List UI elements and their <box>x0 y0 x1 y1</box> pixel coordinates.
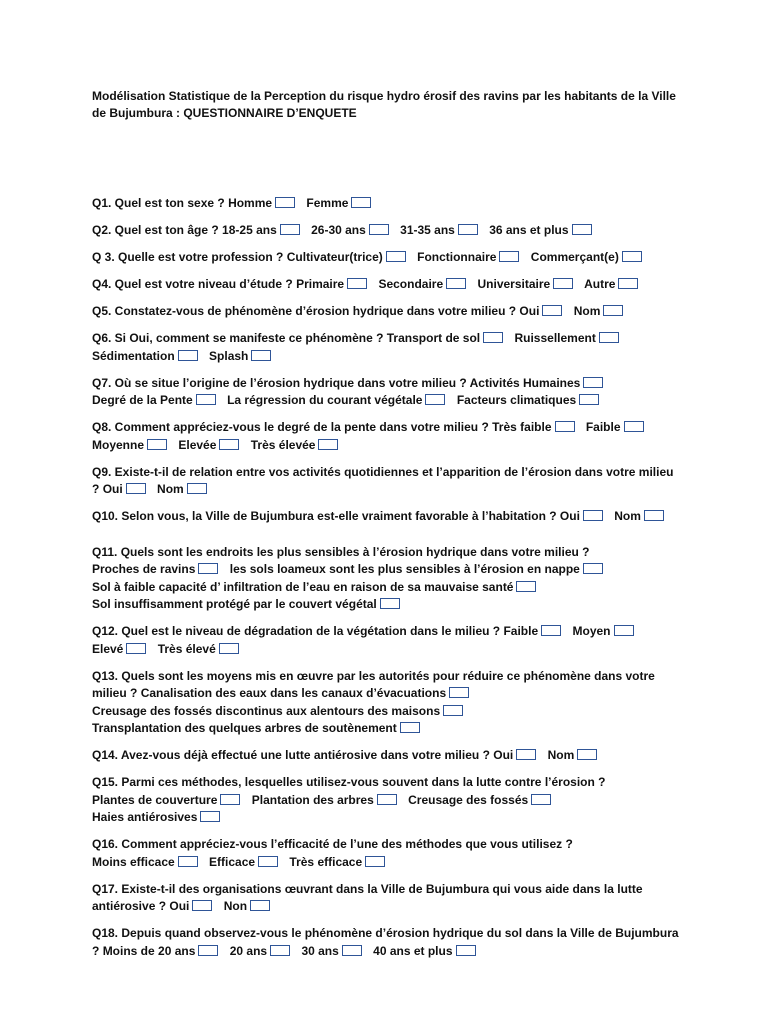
option-label: Facteurs climatiques <box>456 393 577 407</box>
answer-option[interactable] <box>417 250 527 264</box>
answer-checkbox[interactable] <box>583 510 603 521</box>
option-label: Primaire <box>296 277 345 291</box>
answer-checkbox[interactable] <box>147 439 167 450</box>
option-label: Universitaire <box>477 277 551 291</box>
option-label: Creusage des fossés <box>408 792 529 807</box>
answer-option[interactable] <box>378 277 474 291</box>
option-label: Nom <box>157 482 184 496</box>
answer-checkbox[interactable] <box>449 687 469 698</box>
answer-option[interactable] <box>311 223 397 237</box>
answer-option[interactable] <box>227 393 453 407</box>
option-label: Moyenne <box>92 437 145 452</box>
answer-option[interactable] <box>178 438 247 452</box>
question-text: Q7. Où se situe l’origine de l’érosion hydrique dans votre milieu ? <box>92 375 467 390</box>
answer-option[interactable] <box>289 855 393 869</box>
option-label: Sol insuffisamment protégé par le couvert végétal <box>92 597 377 611</box>
answer-checkbox[interactable] <box>200 811 220 822</box>
answer-option[interactable] <box>92 793 248 807</box>
answer-option[interactable] <box>92 597 408 611</box>
question-text: Q9. Existe-t-il de relation entre vos activités quotidiennes et l’apparition de l’érosion dans votre milieu ? <box>92 464 674 496</box>
answer-option[interactable] <box>103 482 154 496</box>
question-13 <box>92 668 680 738</box>
option-label: Oui <box>169 899 190 913</box>
answer-option[interactable] <box>514 331 626 345</box>
option-label: Creusage des fossés discontinus aux alentours des maisons <box>92 703 441 718</box>
answer-checkbox[interactable] <box>365 856 385 867</box>
option-label: Elevé <box>92 641 124 656</box>
question-text: Q10. Selon vous, la Ville de Bujumbura est-elle vraiment favorable à l’habitation ? <box>92 509 557 523</box>
answer-option[interactable] <box>228 196 303 210</box>
answer-checkbox[interactable] <box>187 483 207 494</box>
answer-option[interactable] <box>103 944 227 958</box>
answer-checkbox[interactable] <box>270 945 290 956</box>
question-text: Q12. Quel est le niveau de dégradation de la végétation dans le milieu ? <box>92 624 501 638</box>
question-15 <box>92 774 680 827</box>
question-8 <box>92 419 680 454</box>
question-text: Q6. Si Oui, comment se manifeste ce phénomène ? <box>92 331 384 345</box>
option-label: Moins de 20 ans <box>102 943 196 958</box>
option-label: Femme <box>306 196 349 210</box>
answer-checkbox[interactable] <box>318 439 338 450</box>
question-18 <box>92 925 680 960</box>
answer-option[interactable] <box>301 944 369 958</box>
answer-option[interactable] <box>92 704 471 718</box>
answer-checkbox[interactable] <box>178 350 198 361</box>
option-label: 20 ans <box>229 943 268 958</box>
answer-checkbox[interactable] <box>555 421 575 432</box>
option-label: Elevée <box>178 437 217 452</box>
document-title: Modélisation Statistique de la Perception du risque hydro érosif des ravins par les habitants de la Ville de Bujumbura : QUESTIONNAIRE D’ENQUETE <box>92 89 676 120</box>
answer-option[interactable] <box>287 250 414 264</box>
option-label: Très faible <box>492 420 552 434</box>
question-14 <box>92 747 680 765</box>
option-label: Commerçant(e) <box>530 250 619 264</box>
answer-option[interactable] <box>157 482 215 496</box>
answer-checkbox[interactable] <box>386 251 406 262</box>
option-label: Splash <box>209 348 249 363</box>
answer-checkbox[interactable] <box>258 856 278 867</box>
answer-checkbox[interactable] <box>531 794 551 805</box>
answer-checkbox[interactable] <box>178 856 198 867</box>
option-label: Très élevée <box>250 437 316 452</box>
question-text: Q2. Quel est ton âge ? <box>92 223 219 237</box>
answer-option[interactable] <box>230 562 611 576</box>
option-label: les sols loameux sont les plus sensibles à l’érosion en nappe <box>229 562 580 576</box>
answer-checkbox[interactable] <box>351 197 371 208</box>
answer-checkbox[interactable] <box>196 394 216 405</box>
answer-option[interactable] <box>252 793 405 807</box>
answer-option[interactable] <box>251 438 347 452</box>
answer-option[interactable] <box>477 277 581 291</box>
answer-option[interactable] <box>489 223 599 237</box>
option-label: Oui <box>519 304 540 318</box>
question-text: Q14. Avez-vous déjà effectué une lutte antiérosive dans votre milieu ? <box>92 748 490 762</box>
option-label: Nom <box>614 509 641 523</box>
answer-option[interactable] <box>158 642 247 656</box>
answer-checkbox[interactable] <box>425 394 445 405</box>
question-9 <box>92 464 680 499</box>
option-label: 31-35 ans <box>400 223 455 237</box>
answer-option[interactable] <box>531 250 650 264</box>
answer-checkbox[interactable] <box>126 643 146 654</box>
question-2 <box>92 222 680 240</box>
question-text: Q5. Constatez-vous de phénomène d’érosion hydrique dans votre milieu ? <box>92 304 517 318</box>
answer-checkbox[interactable] <box>542 305 562 316</box>
answer-checkbox[interactable] <box>198 945 218 956</box>
answer-checkbox[interactable] <box>377 794 397 805</box>
answer-option[interactable] <box>614 509 672 523</box>
answer-checkbox[interactable] <box>380 598 400 609</box>
answer-option[interactable] <box>92 642 154 656</box>
answer-option[interactable] <box>560 509 611 523</box>
option-label: Transport de sol <box>386 331 481 345</box>
question-7 <box>92 375 680 410</box>
answer-checkbox[interactable] <box>599 332 619 343</box>
answer-option[interactable] <box>92 349 206 363</box>
question-12 <box>92 623 680 658</box>
answer-option[interactable] <box>92 721 428 735</box>
answer-checkbox[interactable] <box>583 563 603 574</box>
answer-option[interactable] <box>574 304 632 318</box>
question-text: Q 3. Quelle est votre profession ? <box>92 250 284 264</box>
option-label: Activités Humaines <box>469 375 581 390</box>
question-list <box>92 195 680 960</box>
question-text: Q11. Quels sont les endroits les plus sensibles à l’érosion hydrique dans votre milieu ? <box>92 544 590 559</box>
answer-checkbox[interactable] <box>541 625 561 636</box>
option-label: Moyen <box>572 624 611 638</box>
answer-checkbox[interactable] <box>644 510 664 521</box>
question-3 <box>92 249 680 267</box>
option-label: 26-30 ans <box>311 223 366 237</box>
option-label: Très élevé <box>157 641 216 656</box>
option-label: Proches de ravins <box>92 562 196 576</box>
question-4 <box>92 276 680 294</box>
answer-checkbox[interactable] <box>624 421 644 432</box>
option-label: Secondaire <box>378 277 444 291</box>
answer-checkbox[interactable] <box>603 305 623 316</box>
answer-checkbox[interactable] <box>250 900 270 911</box>
answer-option[interactable] <box>92 580 544 594</box>
answer-checkbox[interactable] <box>220 794 240 805</box>
answer-checkbox[interactable] <box>458 224 478 235</box>
answer-checkbox[interactable] <box>443 705 463 716</box>
option-label: 36 ans et plus <box>489 223 569 237</box>
question-10 <box>92 508 680 526</box>
answer-option[interactable] <box>387 331 511 345</box>
answer-option[interactable] <box>584 277 646 291</box>
answer-checkbox[interactable] <box>251 350 271 361</box>
answer-option[interactable] <box>573 624 642 638</box>
option-label: Fonctionnaire <box>417 250 497 264</box>
answer-option[interactable] <box>230 944 298 958</box>
option-label: 40 ans et plus <box>373 943 453 958</box>
answer-checkbox[interactable] <box>369 224 389 235</box>
answer-option[interactable] <box>222 223 308 237</box>
answer-option[interactable] <box>457 393 607 407</box>
option-label: Non <box>223 899 248 913</box>
answer-option[interactable] <box>92 562 226 576</box>
answer-checkbox[interactable] <box>483 332 503 343</box>
question-5 <box>92 303 680 321</box>
option-label: Oui <box>493 748 514 762</box>
answer-checkbox[interactable] <box>583 377 603 388</box>
answer-checkbox[interactable] <box>275 197 295 208</box>
answer-option[interactable] <box>92 810 228 824</box>
answer-option[interactable] <box>92 438 175 452</box>
answer-checkbox[interactable] <box>192 900 212 911</box>
answer-checkbox[interactable] <box>280 224 300 235</box>
question-text: Q16. Comment appréciez-vous l’efficacité de l’une des méthodes que vous utilisez ? <box>92 837 573 851</box>
answer-option[interactable] <box>408 793 559 807</box>
answer-option[interactable] <box>169 899 220 913</box>
answer-checkbox[interactable] <box>579 394 599 405</box>
question-17 <box>92 881 680 916</box>
answer-option[interactable] <box>470 376 612 390</box>
question-text: Q17. Existe-t-il des organisations œuvrant dans la Ville de Bujumbura qui vous aide dans la lutte antiérosive ? <box>92 881 643 913</box>
answer-option[interactable] <box>92 855 206 869</box>
option-label: Plantes de couverture <box>92 792 218 807</box>
answer-checkbox[interactable] <box>577 749 597 760</box>
answer-checkbox[interactable] <box>553 278 573 289</box>
option-label: Ruissellement <box>514 331 596 345</box>
answer-option[interactable] <box>209 855 286 869</box>
answer-checkbox[interactable] <box>446 278 466 289</box>
option-label: Efficace <box>209 854 256 869</box>
option-label: Oui <box>559 509 580 523</box>
answer-option[interactable] <box>519 304 570 318</box>
answer-option[interactable] <box>224 899 278 913</box>
question-text: Q15. Parmi ces méthodes, lesquelles utilisez-vous souvent dans la lutte contre l’érosion ? <box>92 775 606 789</box>
answer-option[interactable] <box>586 420 652 434</box>
question-text: Q8. Comment appréciez-vous le degré de la pente dans votre milieu ? <box>92 420 489 434</box>
option-label: Degré de la Pente <box>92 393 193 407</box>
answer-checkbox[interactable] <box>622 251 642 262</box>
answer-checkbox[interactable] <box>516 749 536 760</box>
question-text: Q18. Depuis quand observez-vous le phénomène d’érosion hydrique du sol dans la Ville de Bujumbura ? <box>92 926 679 958</box>
option-label: Très efficace <box>289 854 363 869</box>
answer-checkbox[interactable] <box>572 224 592 235</box>
answer-option[interactable] <box>400 223 486 237</box>
option-label: Plantation des arbres <box>251 792 374 807</box>
option-label: Faible <box>503 624 539 638</box>
question-16 <box>92 836 680 871</box>
answer-option[interactable] <box>141 686 477 700</box>
answer-option[interactable] <box>296 277 375 291</box>
question-text: Q1. Quel est ton sexe ? <box>92 196 225 210</box>
option-label: 18-25 ans <box>222 223 277 237</box>
answer-option[interactable] <box>492 420 582 434</box>
question-1 <box>92 195 680 213</box>
answer-option[interactable] <box>548 748 606 762</box>
option-label: Faible <box>585 420 621 434</box>
answer-checkbox[interactable] <box>516 581 536 592</box>
answer-option[interactable] <box>503 624 569 638</box>
answer-checkbox[interactable] <box>400 722 420 733</box>
answer-option[interactable] <box>373 944 483 958</box>
option-label: Sol à faible capacité d’ infiltration de l’eau en raison de sa mauvaise santé <box>92 579 514 594</box>
option-label: Canalisation des eaux dans les canaux d’évacuations <box>140 686 447 700</box>
question-6 <box>92 330 680 365</box>
answer-checkbox[interactable] <box>614 625 634 636</box>
option-label: Nom <box>547 748 575 762</box>
answer-checkbox[interactable] <box>499 251 519 262</box>
answer-checkbox[interactable] <box>198 563 218 574</box>
option-label: Nom <box>573 304 601 318</box>
option-label: Transplantation des quelques arbres de soutènement <box>92 721 397 735</box>
answer-checkbox[interactable] <box>347 278 367 289</box>
question-text: Q13. Quels sont les moyens mis en œuvre par les autorités pour réduire ce phénomène dans votre milieu ? <box>92 668 655 700</box>
option-label: La régression du courant végétale <box>227 393 423 407</box>
answer-checkbox[interactable] <box>219 439 239 450</box>
answer-checkbox[interactable] <box>456 945 476 956</box>
option-label: Moins efficace <box>92 854 175 869</box>
answer-checkbox[interactable] <box>618 278 638 289</box>
answer-option[interactable] <box>306 196 379 210</box>
answer-checkbox[interactable] <box>219 643 239 654</box>
question-11 <box>92 544 680 614</box>
option-label: 30 ans <box>301 943 339 958</box>
answer-option[interactable] <box>209 349 279 363</box>
answer-option[interactable] <box>92 393 224 407</box>
option-label: Sédimentation <box>92 348 175 363</box>
option-label: Autre <box>584 277 616 291</box>
option-label: Oui <box>102 482 123 496</box>
question-text: Q4. Quel est votre niveau d’étude ? <box>92 277 293 291</box>
option-label: Haies antiérosives <box>92 810 198 824</box>
answer-option[interactable] <box>493 748 544 762</box>
option-label: Homme <box>228 196 273 210</box>
option-label: Cultivateur(trice) <box>286 250 383 264</box>
answer-checkbox[interactable] <box>126 483 146 494</box>
answer-checkbox[interactable] <box>342 945 362 956</box>
